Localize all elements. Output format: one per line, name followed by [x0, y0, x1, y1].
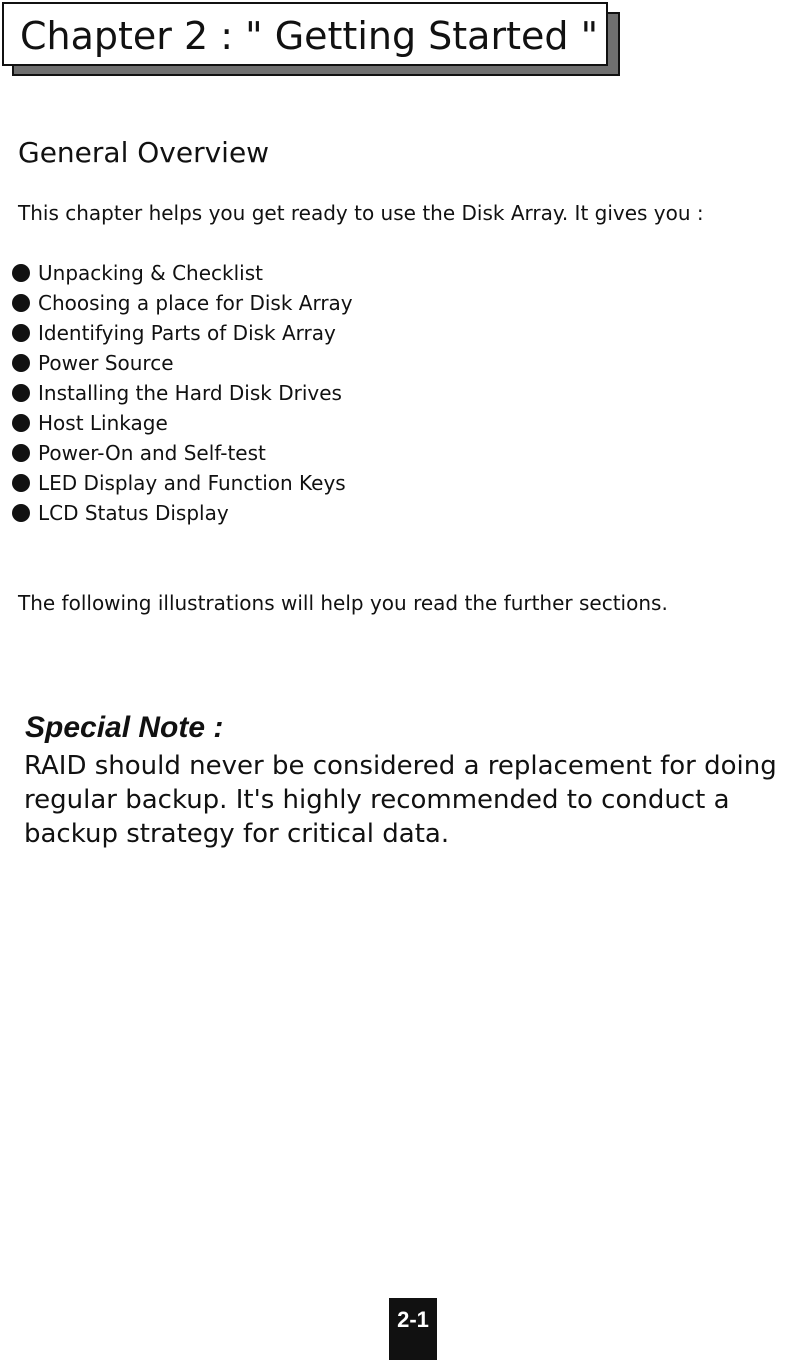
section-heading: General Overview	[18, 136, 270, 169]
checklist-item-label: Host Linkage	[38, 411, 168, 435]
checklist-item-label: Power-On and Self-test	[38, 441, 266, 465]
checklist-item-label: Installing the Hard Disk Drives	[38, 381, 342, 405]
checklist-item	[12, 318, 353, 348]
bullet-icon	[12, 414, 30, 432]
bullet-icon	[12, 444, 30, 462]
bullet-icon	[12, 354, 30, 372]
page-number-box	[389, 1298, 437, 1360]
checklist-item	[12, 348, 353, 378]
special-note-line: backup strategy for critical data.	[24, 819, 450, 849]
bullet-icon	[12, 384, 30, 402]
checklist-item	[12, 438, 353, 468]
intro-text: This chapter helps you get ready to use the Disk Array. It gives you :	[18, 201, 704, 225]
checklist-item	[12, 258, 353, 288]
checklist-item-label: Unpacking & Checklist	[38, 261, 263, 285]
bullet-icon	[12, 294, 30, 312]
checklist	[12, 258, 353, 528]
special-note-line: regular backup. It's highly recommended to conduct a	[24, 785, 730, 815]
checklist-item-label: Power Source	[38, 351, 174, 375]
bullet-icon	[12, 324, 30, 342]
checklist-item-label: Choosing a place for Disk Array	[38, 291, 353, 315]
checklist-item-label: LCD Status Display	[38, 501, 229, 525]
checklist-item-label: Identifying Parts of Disk Array	[38, 321, 336, 345]
bullet-icon	[12, 504, 30, 522]
chapter-title-box	[2, 2, 608, 66]
checklist-item	[12, 498, 353, 528]
checklist-item	[12, 468, 353, 498]
bullet-icon	[12, 264, 30, 282]
page-number: 2-1	[397, 1307, 429, 1332]
checklist-item	[12, 408, 353, 438]
checklist-item	[12, 378, 353, 408]
checklist-item	[12, 288, 353, 318]
special-note-title: Special Note :	[25, 711, 224, 744]
bullet-icon	[12, 474, 30, 492]
following-text: The following illustrations will help you read the further sections.	[18, 591, 668, 615]
special-note-body	[24, 749, 784, 851]
checklist-item-label: LED Display and Function Keys	[38, 471, 346, 495]
chapter-title: Chapter 2 : " Getting Started "	[20, 14, 599, 58]
special-note-line: RAID should never be considered a replacement for doing	[24, 751, 777, 781]
